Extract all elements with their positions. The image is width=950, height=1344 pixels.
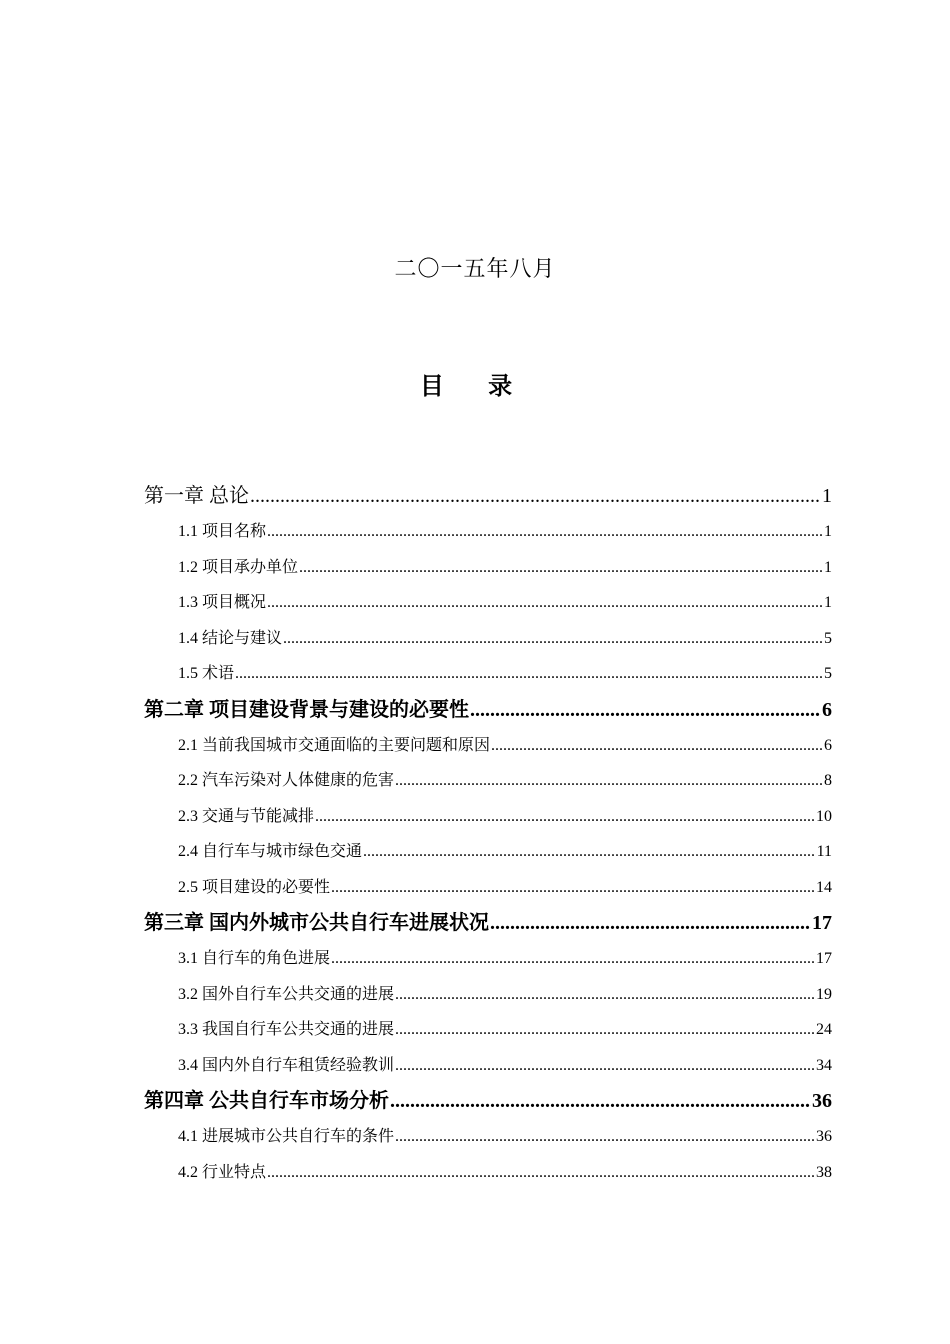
- toc-dot-leader: [395, 763, 823, 799]
- toc-dot-leader: [235, 656, 823, 692]
- toc-entry-label: 第三章 国内外城市公共自行车进展状况: [144, 912, 489, 934]
- toc-entry-label: 1.4 结论与建议: [178, 629, 283, 647]
- toc-page-number: 10: [816, 807, 832, 825]
- toc-section-entry[interactable]: [144, 834, 832, 870]
- toc-section-entry[interactable]: [144, 1012, 832, 1048]
- toc-chapter-entry[interactable]: [144, 905, 832, 941]
- toc-page-number: 8: [824, 772, 832, 789]
- toc-page-number: 5: [824, 629, 832, 647]
- toc-page-number: 1: [824, 558, 832, 576]
- toc-page-number: 6: [822, 698, 832, 721]
- toc-entry-label: 3.2 国外自行车公共交通的进展: [178, 985, 395, 1003]
- toc-entry-label: 第二章 项目建设背景与建设的必要性: [144, 698, 469, 721]
- toc-dot-leader: [267, 1155, 815, 1191]
- toc-chapter-entry[interactable]: [144, 478, 832, 514]
- toc-dot-leader: [331, 941, 815, 977]
- toc-page-number: 1: [824, 523, 832, 540]
- document-date: 二〇一五年八月: [394, 256, 556, 281]
- toc-entry-label: 4.2 行业特点: [178, 1163, 267, 1181]
- toc-page-number: 19: [816, 985, 832, 1003]
- toc-dot-leader: [490, 905, 811, 941]
- toc-dot-leader: [267, 514, 823, 550]
- toc-section-entry[interactable]: [144, 621, 832, 657]
- toc-dot-leader: [395, 1048, 815, 1084]
- toc-dot-leader: [299, 550, 823, 586]
- toc-section-entry[interactable]: [144, 870, 832, 906]
- toc-section-entry[interactable]: [144, 550, 832, 586]
- toc-page-number: 5: [824, 665, 832, 682]
- toc-section-entry[interactable]: [144, 799, 832, 835]
- toc-entry-label: 3.3 我国自行车公共交通的进展: [178, 1021, 395, 1038]
- toc-section-entry[interactable]: [144, 656, 832, 692]
- toc-section-entry[interactable]: [144, 728, 832, 764]
- toc-entry-label: 1.1 项目名称: [178, 523, 267, 540]
- toc-dot-leader: [395, 977, 815, 1013]
- toc-section-entry[interactable]: [144, 977, 832, 1013]
- toc-dot-leader: [390, 1083, 811, 1119]
- toc-chapter-entry[interactable]: [144, 1083, 832, 1119]
- toc-dot-leader: [363, 834, 816, 870]
- toc-entry-label: 2.2 汽车污染对人体健康的危害: [178, 772, 395, 789]
- toc-entry-label: 1.2 项目承办单位: [178, 558, 299, 576]
- toc-section-entry[interactable]: [144, 514, 832, 550]
- toc-page-number: 1: [824, 594, 832, 611]
- toc-page-number: 1: [822, 485, 832, 507]
- toc-entry-label: 3.1 自行车的角色进展: [178, 950, 331, 967]
- toc-section-entry[interactable]: [144, 1048, 832, 1084]
- toc-page-number: 38: [816, 1163, 832, 1181]
- toc-entry-label: 1.3 项目概况: [178, 594, 267, 611]
- toc-dot-leader: [250, 478, 821, 514]
- toc-entry-label: 2.4 自行车与城市绿色交通: [178, 843, 363, 860]
- toc-dot-leader: [470, 692, 821, 728]
- toc-page-number: 34: [816, 1056, 832, 1074]
- toc-page-number: 11: [816, 843, 832, 860]
- toc-heading: 目 录: [419, 372, 531, 400]
- toc-dot-leader: [395, 1119, 815, 1155]
- toc-page-number: 14: [816, 878, 832, 896]
- toc-section-entry[interactable]: [144, 1155, 832, 1191]
- toc-page-number: 24: [816, 1021, 832, 1038]
- toc-page-number: 17: [816, 950, 832, 967]
- toc-entry-label: 第四章 公共自行车市场分析: [144, 1090, 389, 1112]
- toc-chapter-entry[interactable]: [144, 692, 832, 728]
- toc-entry-label: 3.4 国内外自行车租赁经验教训: [178, 1056, 395, 1074]
- toc-dot-leader: [283, 621, 823, 657]
- toc-page-number: 36: [816, 1128, 832, 1145]
- toc-entry-label: 第一章 总论: [144, 485, 249, 507]
- toc-dot-leader: [491, 728, 823, 764]
- toc-entry-label: 2.3 交通与节能减排: [178, 807, 315, 825]
- toc-page-number: 6: [824, 736, 832, 754]
- toc-dot-leader: [315, 799, 815, 835]
- toc-entry-label: 2.1 当前我国城市交通面临的主要问题和原因: [178, 736, 491, 754]
- toc-dot-leader: [331, 870, 815, 906]
- toc-dot-leader: [267, 585, 823, 621]
- toc-section-entry[interactable]: [144, 763, 832, 799]
- toc-entry-label: 1.5 术语: [178, 665, 235, 682]
- toc-entry-label: 4.1 进展城市公共自行车的条件: [178, 1128, 395, 1145]
- toc-section-entry[interactable]: [144, 585, 832, 621]
- toc-page-number: 36: [812, 1090, 832, 1112]
- toc-entry-label: 2.5 项目建设的必要性: [178, 878, 331, 896]
- toc-page-number: 17: [812, 912, 832, 934]
- table-of-contents: [144, 478, 832, 1190]
- toc-section-entry[interactable]: [144, 941, 832, 977]
- toc-section-entry[interactable]: [144, 1119, 832, 1155]
- toc-dot-leader: [395, 1012, 815, 1048]
